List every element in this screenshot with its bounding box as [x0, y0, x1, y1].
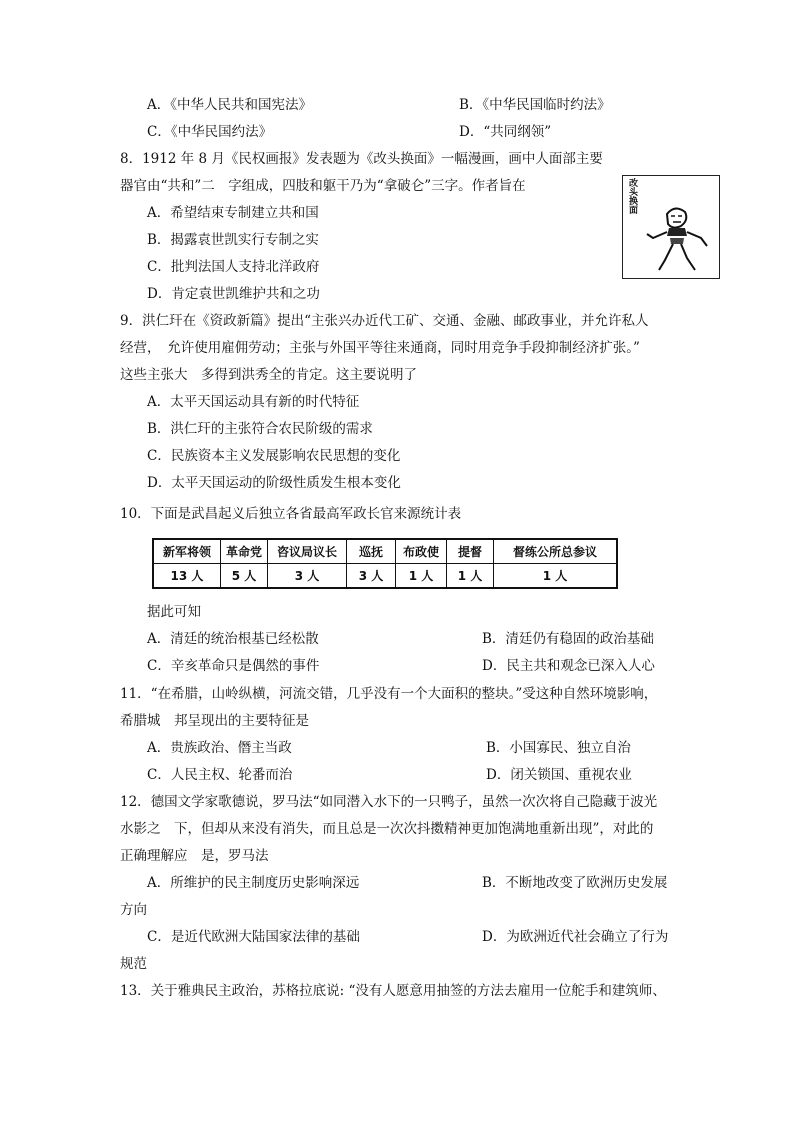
q8-option-c: C．批判法国人支持北洋政府: [147, 259, 320, 275]
table-header-cell: 督练公所总参议: [494, 539, 618, 564]
governor-source-table: [152, 538, 618, 589]
q11-stem-line-1: 11．“在希腊，山岭纵横，河流交错，几乎没有一个大面积的整块。”受这种自然环境影响，: [120, 686, 658, 702]
table-header-cell: 新军将领: [153, 539, 221, 564]
cartoon-title-text: 改头换面: [629, 179, 639, 216]
cartoon-image: [622, 175, 720, 279]
q12-option-b: B．不断地改变了欧洲历史发展: [482, 875, 668, 891]
q12-option-d: D．为欧洲近代社会确立了行为: [482, 929, 669, 945]
q7-option-d: D．“共同纲领”: [459, 124, 552, 140]
q12-option-b-continued: 方向: [120, 902, 147, 918]
table-header-cell: 革命党: [221, 539, 268, 564]
table-cell: 5 人: [221, 564, 268, 589]
q12-stem-line-1: 12．德国文学家歌德说，罗马法“如同潜入水下的一只鸭子，虽然一次次将自己隐藏于波光: [120, 794, 658, 810]
q11-option-b: B．小国寡民、独立自治: [486, 740, 631, 756]
table-cell: 13 人: [153, 564, 221, 589]
q10-lead: 据此可知: [147, 604, 201, 620]
table-cell: 3 人: [347, 564, 396, 589]
q9-option-c: C．民族资本主义发展影响农民思想的变化: [147, 448, 401, 464]
q10-option-c: C．辛亥革命只是偶然的事件: [147, 658, 320, 674]
q12-option-d-continued: 规范: [120, 956, 147, 972]
q10-option-d: D．民主共和观念已深入人心: [482, 658, 655, 674]
q8-option-d: D．肯定袁世凯维护共和之功: [147, 286, 320, 302]
table-row: [153, 564, 617, 589]
q11-option-d: D．闭关锁国、重视农业: [486, 767, 632, 783]
table-header-cell: 布政使: [396, 539, 447, 564]
q9-option-d: D．太平天国运动的阶级性质发生根本变化: [147, 475, 401, 491]
q9-option-b: B．洪仁玕的主张符合农民阶级的需求: [147, 421, 373, 437]
q7-option-b: B．《中华民国临时约法》: [459, 97, 611, 113]
q9-stem-line-3: 这些主张大 多得到洪秀全的肯定。这主要说明了: [120, 367, 417, 383]
q7-option-c: C．《中华民国约法》: [147, 124, 273, 140]
table-cell: 3 人: [268, 564, 347, 589]
q10-option-a: A．清廷的统治根基已经松散: [147, 631, 319, 647]
table-header-row: [153, 539, 617, 564]
q9-stem-line-2: 经营， 允许使用雇佣劳动；主张与外国平等往来通商，同时用竞争手段抑制经济扩张。”: [120, 340, 640, 356]
q12-option-c: C．是近代欧洲大陆国家法律的基础: [147, 929, 360, 945]
q10-option-b: B．清廷仍有稳固的政治基础: [482, 631, 654, 647]
q12-option-a: A．所维护的民主制度历史影响深远: [147, 875, 360, 891]
q13-stem-line-1: 13．关于雅典民主政治，苏格拉底说: “没有人愿意用抽签的方法去雇用一位舵手和建筑师、: [120, 983, 666, 999]
table-cell: 1 人: [396, 564, 447, 589]
table-cell: 1 人: [494, 564, 618, 589]
q11-option-c: C．人民主权、轮番而治: [147, 767, 293, 783]
q9-option-a: A．太平天国运动具有新的时代特征: [147, 394, 360, 410]
q9-stem-line-1: 9．洪仁玕在《资政新篇》提出“主张兴办近代工矿、交通、金融、邮政事业，并允许私人: [120, 313, 649, 329]
q8-stem-line-2: 器官由“共和”二 字组成，四肢和躯干乃为“拿破仑”三字。作者旨在: [120, 178, 526, 194]
table-header-cell: 提督: [447, 539, 494, 564]
q8-option-b: B．揭露袁世凯实行专制之实: [147, 232, 319, 248]
table-header-cell: 咨议局议长: [268, 539, 347, 564]
q11-stem-line-2: 希腊城 邦呈现出的主要特征是: [120, 713, 309, 729]
table-header-cell: 巡抚: [347, 539, 396, 564]
q8-stem-line-1: 8．1912 年 8 月《民权画报》发表题为《改头换面》一幅漫画，画中人面部主要: [120, 151, 603, 167]
table-cell: 1 人: [447, 564, 494, 589]
q7-option-a: A．《中华人民共和国宪法》: [147, 97, 312, 113]
q11-option-a: A．贵族政治、僭主当政: [147, 740, 292, 756]
q12-stem-line-3: 正确理解应 是，罗马法: [120, 848, 269, 864]
q12-stem-line-2: 水影之 下，但却从来没有消失，而且总是一次次抖擞精神更加饱满地重新出现”，对此的: [120, 821, 654, 837]
q8-option-a: A．希望结束专制建立共和国: [147, 205, 319, 221]
q10-stem: 10．下面是武昌起义后独立各省最高军政长官来源统计表: [120, 506, 462, 522]
